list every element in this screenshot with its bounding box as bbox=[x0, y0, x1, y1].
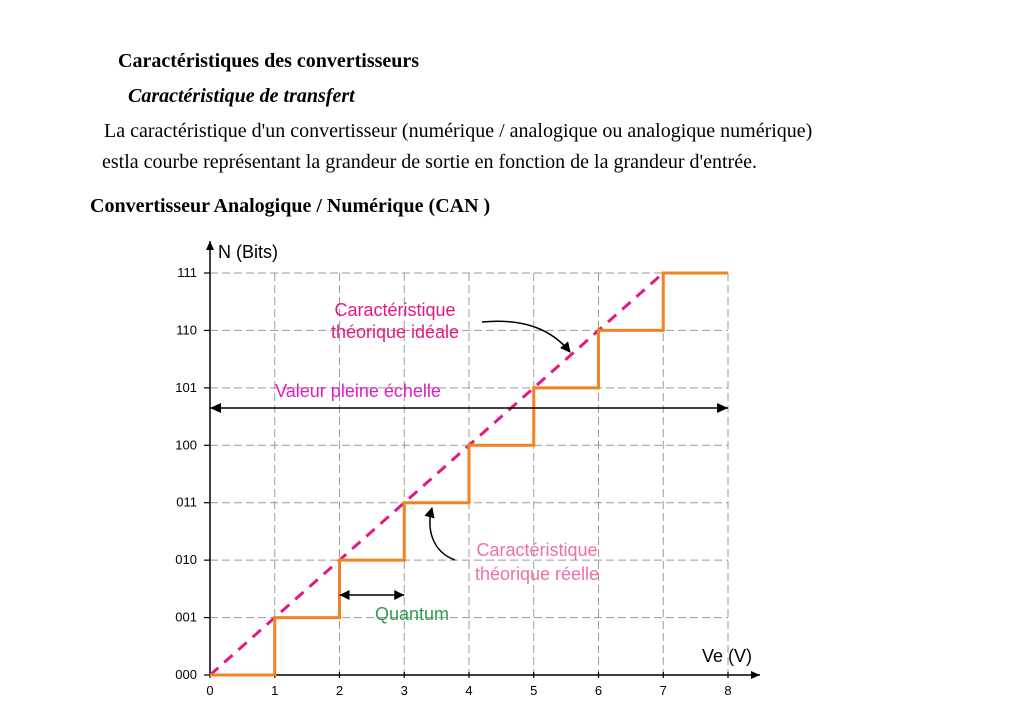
y-axis-label: N (Bits) bbox=[218, 242, 278, 262]
real-pointer-arrow bbox=[430, 508, 455, 560]
full-scale-label: Valeur pleine échelle bbox=[275, 381, 441, 401]
ideal-label-line-2: théorique idéale bbox=[330, 322, 460, 342]
x-tick-label: 7 bbox=[659, 683, 667, 698]
y-tick-label: 011 bbox=[176, 494, 197, 510]
ideal-label-line-1: Caractéristique bbox=[334, 300, 456, 320]
section-title: Convertisseur Analogique / Numérique (CAN ) bbox=[90, 195, 491, 217]
x-tick-label: 3 bbox=[400, 683, 408, 698]
quantum-arrowhead-right bbox=[394, 590, 404, 600]
y-tick-label: 000 bbox=[175, 667, 197, 682]
x-tick-label: 5 bbox=[530, 683, 538, 698]
x-tick-label: 0 bbox=[206, 683, 214, 698]
x-tick-label: 2 bbox=[335, 683, 344, 698]
x-axis-arrowhead bbox=[751, 671, 760, 679]
x-tick-label: 1 bbox=[271, 683, 279, 698]
y-tick-label: 111 bbox=[177, 265, 197, 280]
paragraph-line-1: La caractéristique d'un convertisseur (numérique / analogique ou analogique numérique) bbox=[104, 120, 813, 142]
real-label-line-2: théorique réelle bbox=[474, 564, 600, 584]
paragraph-line-2: estla courbe représentant la grandeur de sortie en fonction de la grandeur d'entrée. bbox=[102, 151, 757, 173]
x-tick-label: 4 bbox=[465, 683, 473, 698]
page-subheading: Caractéristique de transfert bbox=[128, 85, 355, 107]
full-scale-arrowhead-left bbox=[210, 403, 221, 413]
x-tick-label: 6 bbox=[594, 683, 603, 698]
real-label-line-1: Caractéristique bbox=[476, 540, 598, 560]
y-tick-label: 001 bbox=[175, 609, 197, 625]
y-tick-label: 101 bbox=[175, 379, 197, 395]
ideal-pointer-arrow bbox=[482, 321, 570, 352]
y-tick-label: 110 bbox=[176, 322, 197, 338]
y-tick-label: 100 bbox=[175, 437, 197, 453]
y-tick-label: 010 bbox=[175, 552, 197, 568]
y-axis-arrowhead bbox=[206, 241, 214, 250]
quantum-label: Quantum bbox=[374, 604, 450, 624]
x-axis-label: Ve (V) bbox=[701, 646, 752, 666]
x-tick-label: 8 bbox=[724, 683, 732, 698]
full-scale-arrowhead-right bbox=[717, 403, 728, 413]
page-heading: Caractéristiques des convertisseurs bbox=[118, 50, 420, 72]
